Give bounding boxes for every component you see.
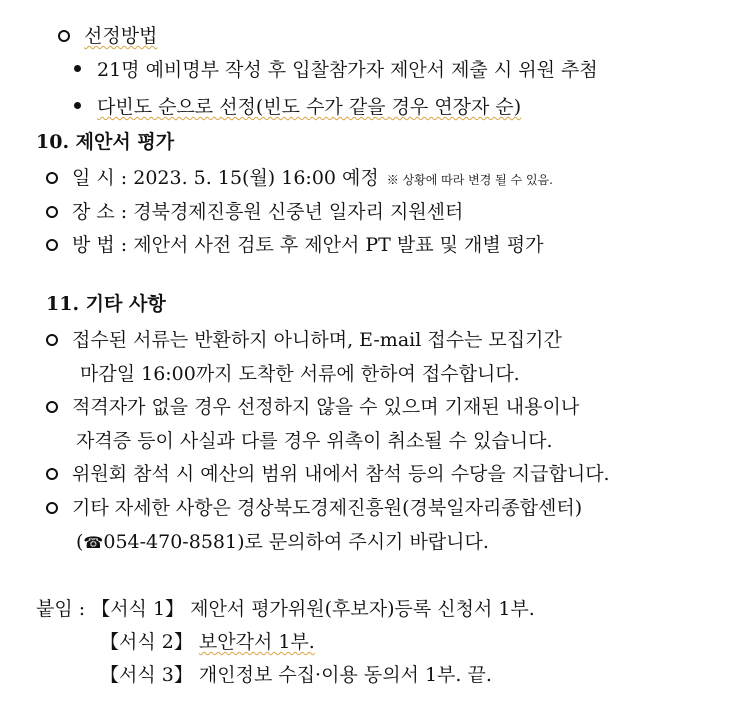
selection-method-title: 선정방법 bbox=[58, 24, 157, 48]
evaluation-method: 방 법 : 제안서 사전 검토 후 제안서 PT 발표 및 개별 평가 bbox=[46, 233, 543, 257]
other-paragraph-2-line-2: 자격증 등이 사실과 다를 경우 위촉이 취소될 수 있습니다. bbox=[76, 430, 553, 452]
other-paragraph-1-line-2: 마감일 16:00까지 도착한 서류에 한하여 접수합니다. bbox=[80, 363, 520, 385]
attachment-row-1 bbox=[36, 597, 535, 621]
form-bracket-label: 【서식 3】 bbox=[100, 664, 193, 686]
selection-item: 21명 예비명부 작성 후 입찰참가자 제안서 제출 시 위원 추첨 bbox=[74, 58, 598, 82]
attachment-text: 개인정보 수집·이용 동의서 1부. 끝. bbox=[198, 664, 492, 686]
hollow-circle-bullet-icon bbox=[46, 502, 58, 514]
other-paragraph-3: 위원회 참석 시 예산의 범위 내에서 참석 등의 수당을 지급합니다. bbox=[46, 462, 610, 486]
hollow-circle-bullet-icon bbox=[58, 30, 70, 42]
section-heading-other: 11. 기타 사항 bbox=[46, 293, 166, 315]
attachment-text: 보안각서 1부. bbox=[198, 631, 315, 653]
hollow-circle-bullet-icon bbox=[46, 172, 58, 184]
hollow-circle-bullet-icon bbox=[46, 239, 58, 251]
other-paragraph-4-line-2: (☎054-470-8581)로 문의하여 주시기 바랍니다. bbox=[76, 531, 489, 553]
bullet-dot-icon bbox=[74, 102, 81, 109]
attachment-label: 붙임 : bbox=[36, 598, 86, 620]
evaluation-date: 일 시 : 2023. 5. 15(월) 16:00 예정 ※ 상황에 따라 변경 될 수 있음. bbox=[46, 166, 553, 192]
hollow-circle-bullet-icon bbox=[46, 334, 58, 346]
other-paragraph-1-line-1: 접수된 서류는 반환하지 아니하며, E-mail 접수는 모집기간 bbox=[46, 328, 562, 352]
hollow-circle-bullet-icon bbox=[46, 206, 58, 218]
evaluation-place: 장 소 : 경북경제진흥원 신중년 일자리 지원센터 bbox=[46, 200, 463, 224]
bullet-dot-icon bbox=[74, 65, 81, 72]
attachment-text: 제안서 평가위원(후보자)등록 신청서 1부. bbox=[190, 598, 535, 620]
date-note: ※ 상황에 따라 변경 될 수 있음. bbox=[386, 173, 553, 187]
attachment-row-2 bbox=[100, 630, 315, 654]
other-paragraph-4-line-1: 기타 자세한 사항은 경상북도경제진흥원(경북일자리종합센터) bbox=[46, 496, 582, 520]
other-paragraph-2-line-1: 적격자가 없을 경우 선정하지 않을 수 있으며 기재된 내용이나 bbox=[46, 395, 579, 419]
form-bracket-label: 【서식 1】 bbox=[91, 598, 185, 620]
hollow-circle-bullet-icon bbox=[46, 468, 58, 480]
attachment-row-3 bbox=[100, 663, 492, 687]
section-heading-evaluation: 10. 제안서 평가 bbox=[36, 131, 175, 153]
telephone-icon: ☎ bbox=[83, 533, 104, 552]
form-bracket-label: 【서식 2】 bbox=[100, 631, 193, 653]
selection-item: 다빈도 순으로 선정(빈도 수가 같을 경우 연장자 순) bbox=[74, 95, 521, 119]
hollow-circle-bullet-icon bbox=[46, 401, 58, 413]
